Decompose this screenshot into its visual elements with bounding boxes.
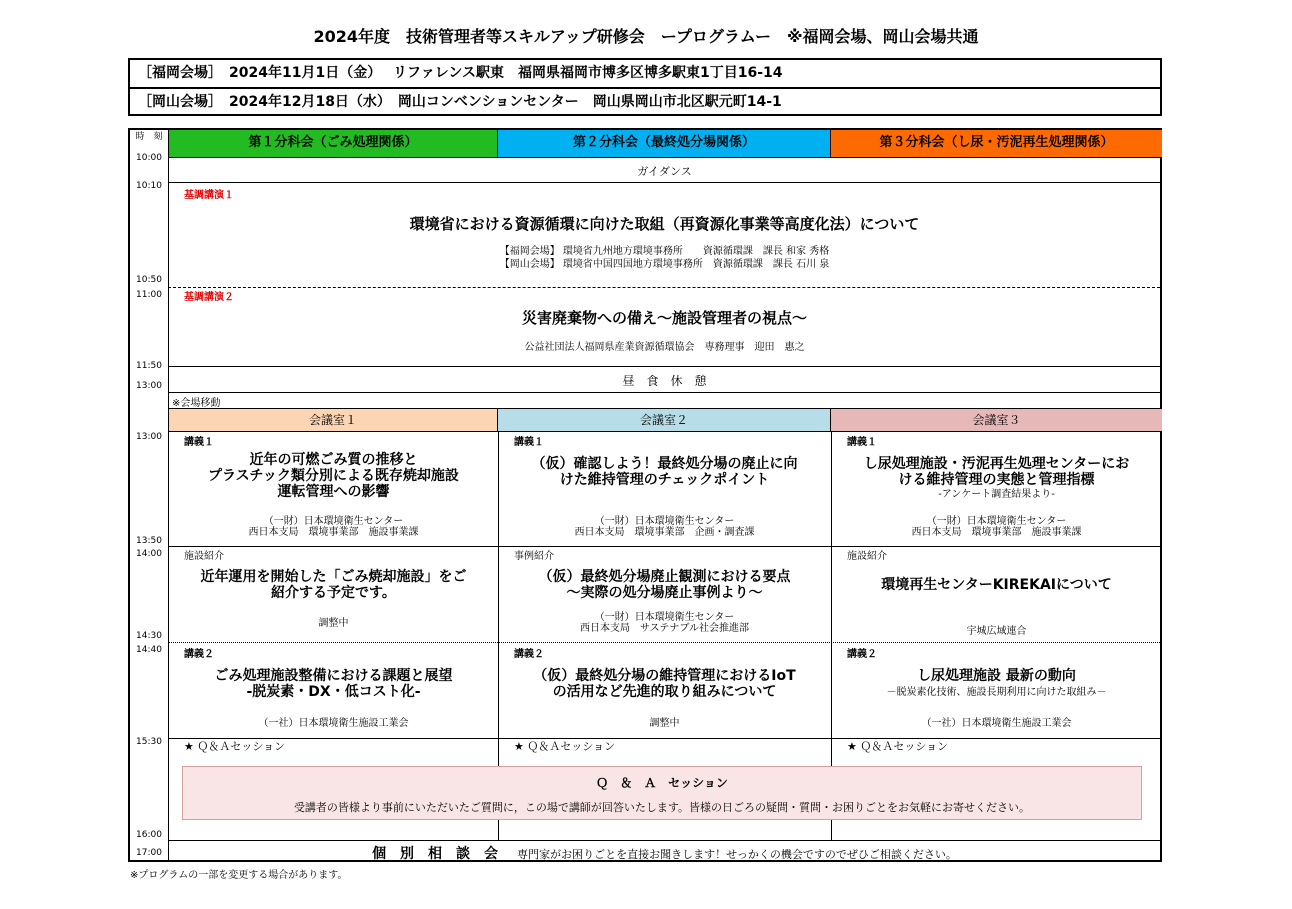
- time-label: 13:00: [136, 432, 162, 442]
- qa-star-label: ★ Ｑ＆Ａセッション: [514, 740, 616, 753]
- page-title: 2024年度 技術管理者等スキルアップ研修会 ープログラムー ※福岡会場、岡山会場共通: [313, 27, 979, 46]
- consultation-text: 専門家がお困りごとを直接お聞きします！せっかくの機会ですのでぜひご相談ください。: [517, 848, 957, 861]
- divider: [168, 366, 1160, 367]
- time-header: 時 刻: [135, 132, 163, 142]
- keynote2-title: 災害廃棄物への備え～施設管理者の視点～: [521, 309, 807, 327]
- time-label: 15:30: [136, 737, 162, 747]
- lecture2-title: （仮）最終処分場の維持管理におけるIoT の活用など先進的取り組みについて: [533, 668, 796, 700]
- intro-title: 近年運用を開始した「ごみ焼却施設」をご 紹介する予定です。: [200, 569, 467, 601]
- time-label: 16:00: [136, 830, 162, 840]
- lecture2-title: ごみ処理施設整備における課題と展望 -脱炭素・DX・低コスト化-: [214, 668, 453, 700]
- keynote1-speaker-fukuoka: 【福岡会場】 環境省九州地方環境事務所 資源循環課 課長 和家 秀格: [499, 246, 830, 257]
- time-label: 14:00: [136, 549, 162, 559]
- divider: [168, 182, 1160, 183]
- time-label: 10:00: [136, 153, 162, 163]
- lecture1-title: 近年の可燃ごみ質の推移と プラスチック類分別による既存焼却施設 運転管理への影響: [208, 452, 459, 500]
- lecture2-subtitle: －脱炭素化技術、施設長期利用に向けた取組み－: [886, 687, 1107, 698]
- divider: [168, 840, 1160, 841]
- intro-org: 宇城広域連合: [966, 626, 1027, 637]
- program-grid: [128, 128, 1162, 862]
- time-label: 13:50: [136, 536, 162, 546]
- session-header-1: 第１分科会（ごみ処理関係）: [169, 130, 498, 157]
- divider: [168, 642, 1160, 643]
- lecture1-org: （一財）日本環境衛生センター 西日本支局 環境事業部 施設事業課: [248, 516, 419, 538]
- lecture2-org: （一社）日本環境衛生施設工業会: [258, 718, 409, 729]
- time-column: [130, 130, 169, 860]
- intro-label: 施設紹介: [184, 551, 224, 562]
- session-header-2: 第２分科会（最終処分場関係）: [498, 130, 831, 157]
- keynote1-speaker-okayama: 【岡山会場】 環境省中国四国地方環境事務所 資源循環課 課長 石川 泉: [499, 259, 830, 270]
- time-label: 14:30: [136, 631, 162, 641]
- time-label: 10:50: [136, 275, 162, 285]
- time-label: 13:00: [136, 381, 162, 391]
- lecture2-label: 講義２: [184, 649, 214, 660]
- divider: [168, 431, 1160, 432]
- move-note: ※会場移動: [172, 398, 221, 409]
- guidance: ガイダンス: [637, 165, 692, 178]
- keynote1-title: 環境省における資源循環に向けた取組（再資源化事業等高度化法）について: [409, 215, 920, 233]
- time-label: 10:10: [136, 181, 162, 191]
- divider: [168, 546, 1160, 547]
- qa-session-box: [182, 766, 1142, 820]
- lecture1-title: し尿処理施設・汚泥再生処理センターにお ける維持管理の実態と管理指標 -アンケート調査結果より-: [863, 456, 1130, 500]
- room-1: 会議室１: [169, 409, 498, 431]
- time-label: 11:00: [136, 290, 162, 300]
- room-2: 会議室２: [498, 409, 831, 431]
- qa-title: Ｑ ＆ Ａ セッション: [596, 776, 728, 790]
- lecture1-label: 講義１: [184, 437, 214, 448]
- divider: [168, 738, 1160, 739]
- intro-title: 環境再生センターKIREKAIについて: [881, 577, 1112, 593]
- divider: [168, 392, 1160, 393]
- intro-label: 事例紹介: [514, 551, 554, 562]
- venue-fukuoka: ［福岡会場］ 2024年11月1日（金） リファレンス駅東 福岡県福岡市博多区博多駅東1丁目16-14: [130, 60, 1160, 89]
- keynote2-label: 基調講演２: [184, 292, 234, 303]
- divider: [168, 287, 1160, 288]
- lecture2-label: 講義２: [847, 649, 877, 660]
- lecture2-label: 講義２: [514, 649, 544, 660]
- lunch-break: 昼 食 休 憩: [622, 374, 707, 388]
- time-label: 14:40: [136, 645, 162, 655]
- time-label: 11:50: [136, 361, 162, 371]
- intro-org: 調整中: [318, 618, 349, 629]
- intro-label: 施設紹介: [847, 551, 887, 562]
- lecture2-title: し尿処理施設 最新の動向: [917, 668, 1076, 684]
- time-label: 17:00: [136, 848, 162, 858]
- divider: [168, 157, 1160, 158]
- consultation-title: 個 別 相 談 会: [372, 846, 499, 862]
- qa-star-label: ★ Ｑ＆Ａセッション: [184, 740, 286, 753]
- footer-note: ※プログラムの一部を変更する場合があります。: [130, 870, 348, 881]
- lecture1-org: （一財）日本環境衛生センター 西日本支局 環境事業部 企画・調査課: [574, 516, 755, 538]
- consultation: [169, 843, 1160, 863]
- lecture2-org: （一社）日本環境衛生施設工業会: [921, 718, 1072, 729]
- intro-title: （仮）最終処分場廃止観測における要点 ～実際の処分場廃止事例より～: [538, 569, 791, 601]
- qa-star-label: ★ Ｑ＆Ａセッション: [847, 740, 949, 753]
- lecture1-label: 講義１: [514, 437, 544, 448]
- session-header-3: 第３分科会（し尿・汚泥再生処理関係）: [831, 130, 1162, 157]
- intro-org: （一財）日本環境衛生センター 西日本支局 サステナブル社会推進部: [580, 612, 749, 634]
- lecture1-title: （仮）確認しよう！最終処分場の廃止に向 けた維持管理のチェックポイント: [531, 456, 798, 488]
- room-3: 会議室３: [831, 409, 1162, 431]
- lecture1-org: （一財）日本環境衛生センター 西日本支局 環境事業部 施設事業課: [911, 516, 1082, 538]
- keynote2-speaker: 公益社団法人福岡県産業資源循環協会 専務理事 迎田 惠之: [524, 342, 805, 353]
- venue-box: [128, 58, 1162, 116]
- lecture2-org: 調整中: [649, 718, 680, 729]
- lecture1-label: 講義１: [847, 437, 877, 448]
- qa-text: 受講者の皆様より事前にいただいたご質問に，この場で講師が回答いたします。皆様の日ごろの疑問・質問・お困りごとをお気軽にお寄せください。: [293, 801, 1031, 814]
- venue-okayama: ［岡山会場］ 2024年12月18日（水） 岡山コンベンションセンター 岡山県岡山市北区駅元町14-1: [138, 94, 782, 110]
- keynote1-label: 基調講演１: [184, 190, 234, 201]
